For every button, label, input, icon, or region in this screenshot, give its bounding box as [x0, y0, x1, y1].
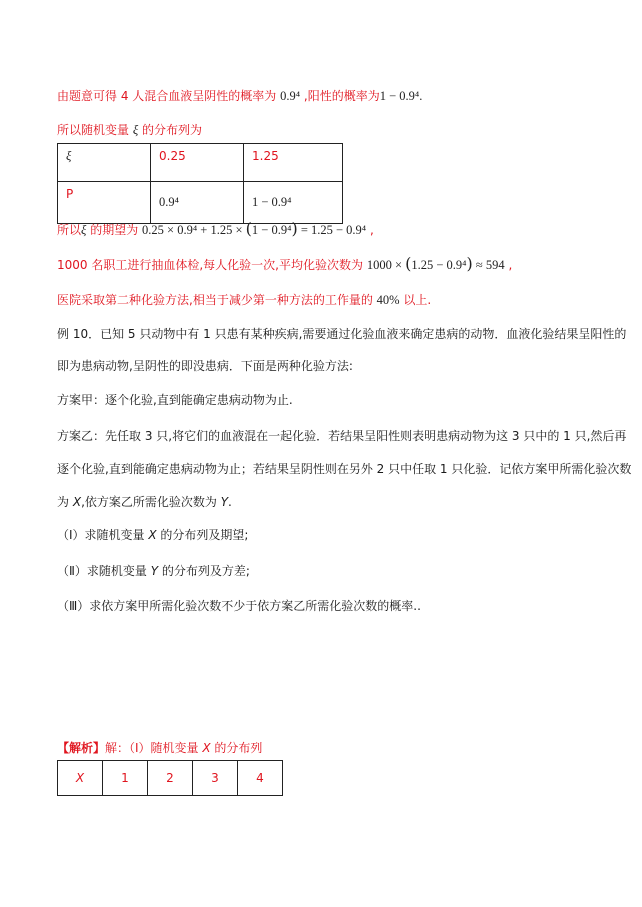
math-variable: X: [202, 741, 211, 755]
table-cell: P: [58, 182, 151, 224]
solution-line-workers: 1000 名职工进行抽血体检,每人化验一次,平均化验次数为 1000 × (1.25 − 0.9⁴) ≈ 594 ,: [57, 254, 513, 273]
question-text: 的分布列及期望;: [156, 528, 249, 542]
question-2: [57, 563, 250, 579]
solution-text: ,: [366, 223, 374, 237]
table-cell: X: [58, 761, 103, 796]
question-text: （Ⅰ）求随机变量: [57, 528, 149, 542]
solution-text: 医院采取第二种化验方法,相当于减少第一种方法的工作量的: [57, 293, 377, 307]
table-cell: 1: [103, 761, 148, 796]
solution-line-probabilities: [57, 88, 422, 104]
solution-text: 的期望为: [86, 223, 143, 237]
question-text: 的分布列及方差;: [158, 564, 250, 578]
question-text: （Ⅱ）求随机变量: [57, 564, 151, 578]
example-plan-b-line: [57, 494, 232, 510]
math-expression: 1 − 0.9⁴.: [379, 89, 423, 103]
math-expression: 0.9⁴: [280, 89, 301, 103]
math-variable: Y: [220, 495, 229, 509]
table-row: [58, 144, 343, 182]
example-text: ,依方案乙所需化验次数为: [81, 495, 221, 509]
example-line: 即为患病动物,呈阴性的即没患病．下面是两种化验方法:: [57, 359, 353, 373]
math-expression: 0.25 × 0.9⁴ + 1.25 ×: [142, 223, 246, 237]
math-expression: ≈ 594: [472, 258, 505, 272]
table-cell: 2: [148, 761, 193, 796]
distribution-table-x: [57, 760, 283, 796]
table-cell: 0.9⁴: [151, 182, 244, 224]
example-text: 为: [57, 495, 73, 509]
question-1: [57, 527, 248, 543]
table-cell: 1 − 0.9⁴: [244, 182, 343, 224]
math-expression: 1 − 0.9⁴: [251, 223, 292, 237]
solution-line-distribution-intro: [57, 122, 202, 138]
solution-text: 1000 名职工进行抽血体检,每人化验一次,平均化验次数为: [57, 258, 367, 272]
example-line: 例 10．已知 5 只动物中有 1 只患有某种疾病,需要通过化验血液来确定患病的动物．血液化验结果呈阳性的: [57, 327, 627, 341]
math-variable: Y: [150, 564, 159, 578]
solution-text: 以上.: [399, 293, 432, 307]
solution-text: ,阳性的概率为: [300, 89, 380, 103]
math-expression: 40%: [376, 293, 400, 307]
analysis-text: 的分布列: [210, 741, 263, 755]
solution-text: ,: [504, 258, 513, 272]
solution-text: 所以随机变量: [57, 123, 133, 137]
math-expression: 1.25 − 0.9⁴: [411, 258, 467, 272]
analysis-text: 解：（Ⅰ）随机变量: [105, 741, 203, 755]
table-cell: 4: [238, 761, 283, 796]
table-row: [58, 761, 283, 796]
solution-text: 的分布列为: [138, 123, 203, 137]
solution-text: 所以: [57, 223, 82, 237]
analysis-label: 【解析】: [57, 741, 106, 755]
table-row: [58, 182, 343, 224]
example-plan-b-line: 逐个化验,直到能确定患病动物为止；若结果呈阴性则在另外 2 只中任取 1 只化验．记依方案甲所需化验次数: [57, 462, 632, 476]
solution-line-hospital: [57, 292, 431, 308]
math-variable: X: [148, 528, 157, 542]
example-text: .: [228, 495, 232, 509]
example-plan-b-line: 方案乙：先任取 3 只,将它们的血液混在一起化验．若结果呈阳性则表明患病动物为这 3 只中的 1 只,然后再: [57, 429, 627, 443]
math-variable: ξ: [81, 223, 87, 237]
solution-text: 由题意可得 4 人混合血液呈阴性的概率为: [57, 89, 281, 103]
distribution-table-xi: [57, 143, 343, 224]
analysis-heading: [57, 740, 262, 756]
question-3: （Ⅲ）求依方案甲所需化验次数不少于依方案乙所需化验次数的概率..: [57, 599, 421, 613]
table-cell: 0.25: [151, 144, 244, 182]
solution-line-expectation: 所以ξ 的期望为 0.25 × 0.9⁴ + 1.25 × (1 − 0.9⁴) = 1.25 − 0.9⁴ ,: [57, 219, 374, 238]
table-cell: 1.25: [244, 144, 343, 182]
math-expression: 1000 ×: [366, 258, 406, 272]
math-variable: X: [72, 495, 82, 509]
table-cell: ξ: [58, 144, 151, 182]
example-plan-a: 方案甲：逐个化验,直到能确定患病动物为止.: [57, 393, 293, 407]
math-variable: ξ: [132, 123, 139, 137]
table-cell: 3: [193, 761, 238, 796]
math-expression: = 1.25 − 0.9⁴: [297, 223, 367, 237]
